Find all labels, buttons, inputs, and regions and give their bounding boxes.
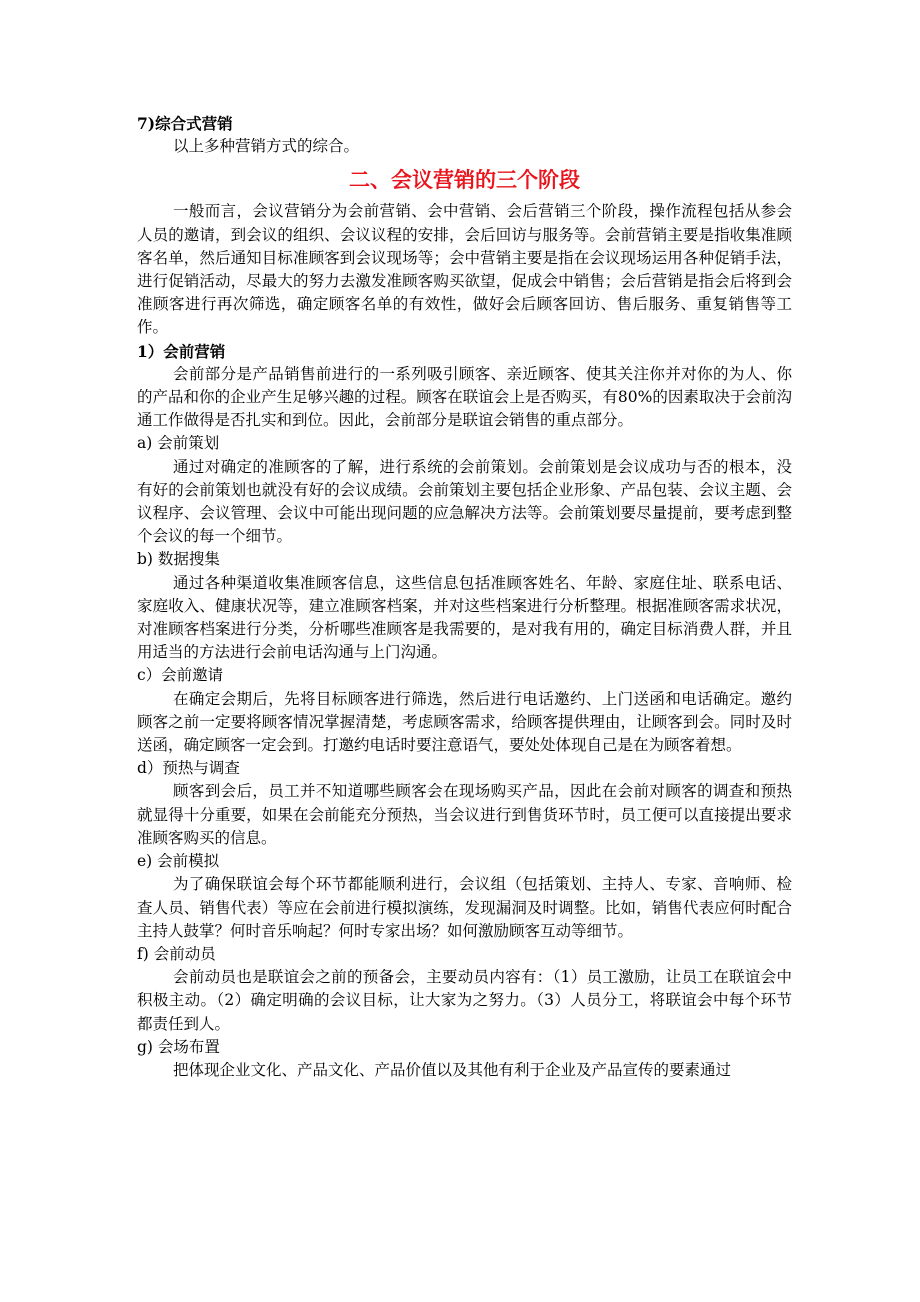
section-7-title: 7)综合式营销	[137, 114, 233, 133]
item-b-label: b) 数据搜集	[137, 550, 220, 569]
stage-1-title: 1）会前营销	[137, 341, 226, 361]
item-g-label: g) 会场布置	[137, 1037, 220, 1056]
item-c-body: 在确定会期后，先将目标顾客进行筛选，然后进行电话邀约、上门送函和电话确定。邀约顾客之前一定要将顾客情况掌握清楚，考虑顾客需求，给顾客提供理由，让顾客到会。同时及时送函，确定顾客一定会到。打邀约电话时要注意语气，要处处体现自己是在为顾客着想。	[137, 689, 792, 755]
section-7-body: 以上多种营销方式的综合。	[173, 137, 360, 156]
item-b-body: 通过各种渠道收集准顾客信息，这些信息包括准顾客姓名、年龄、家庭住址、联系电话、家庭收入、健康状况等，建立准顾客档案，并对这些档案进行分析整理。根据准顾客需求状况，对准顾客档案进行分类，分析哪些准顾客是我需要的，是对我有用的，确定目标消费人群，并且用适当的方法进行会前电话沟通与上门沟通。	[137, 573, 792, 662]
item-a-body: 通过对确定的准顾客的了解，进行系统的会前策划。会前策划是会议成功与否的根本，没有好的会前策划也就没有好的会议成绩。会前策划主要包括企业形象、产品包装、会议主题、会议程序、会议管理、会议中可能出现问题的应急解决方法等。会前策划要尽量提前，要考虑到整个会议的每一个细节。	[137, 457, 792, 546]
item-a-label: a) 会前策划	[137, 434, 220, 453]
item-f-label: f) 会前动员	[137, 944, 216, 963]
item-e-label: e) 会前模拟	[137, 852, 220, 871]
item-c-label: c）会前邀请	[137, 666, 224, 685]
item-f-body: 会前动员也是联谊会之前的预备会，主要动员内容有：（1）员工激励，让员工在联谊会中积极主动。（2）确定明确的会议目标，让大家为之努力。（3）人员分工，将联谊会中每个环节都责任到人。	[137, 968, 792, 1033]
item-d-body: 顾客到会后，员工并不知道哪些顾客会在现场购买产品，因此在会前对顾客的调查和预热就显得十分重要，如果在会前能充分预热，当会议进行到售货环节时，员工便可以直接提出要求准顾客购买的信息。	[137, 782, 792, 847]
item-g-body: 把体现企业文化、产品文化、产品价值以及其他有利于企业及产品宣传的要素通过	[173, 1060, 732, 1079]
item-d-label: d）预热与调查	[137, 759, 240, 778]
stage-1-body: 会前部分是产品销售前进行的一系列吸引顾客、亲近顾客、使其关注你并对你的为人、你的产品和你的企业产生足够兴趣的过程。顾客在联谊会上是否购买，有80%的因素取决于会前沟通工作做得是否扎实和到位。因此，会前部分是联谊会销售的重点部分。	[137, 364, 792, 430]
intro-paragraph: 一般而言，会议营销分为会前营销、会中营销、会后营销三个阶段，操作流程包括从参会人员的邀请，到会议的组织、会议议程的安排，会后回访与服务等。会前营销主要是指收集准顾客名单，然后通知目标准顾客到会议现场等；会中营销主要是指在会议现场运用各种促销手法，进行促销活动，尽最大的努力去激发准顾客购买欲望，促成会中销售；会后营销是指会后将到会准顾客进行再次筛选，确定顾客名单的有效性，做好会后顾客回访、售后服务、重复销售等工作。	[137, 202, 792, 337]
section-heading: 二、会议营销的三个阶段	[349, 168, 580, 193]
item-e-body: 为了确保联谊会每个环节都能顺利进行，会议组（包括策划、主持人、专家、音响师、检查人员、销售代表）等应在会前进行模拟演练，发现漏洞及时调整。比如，销售代表应何时配合主持人鼓掌？何时音乐响起？何时专家出场？如何激励顾客互动等细节。	[137, 875, 792, 940]
document-page	[137, 112, 792, 1082]
